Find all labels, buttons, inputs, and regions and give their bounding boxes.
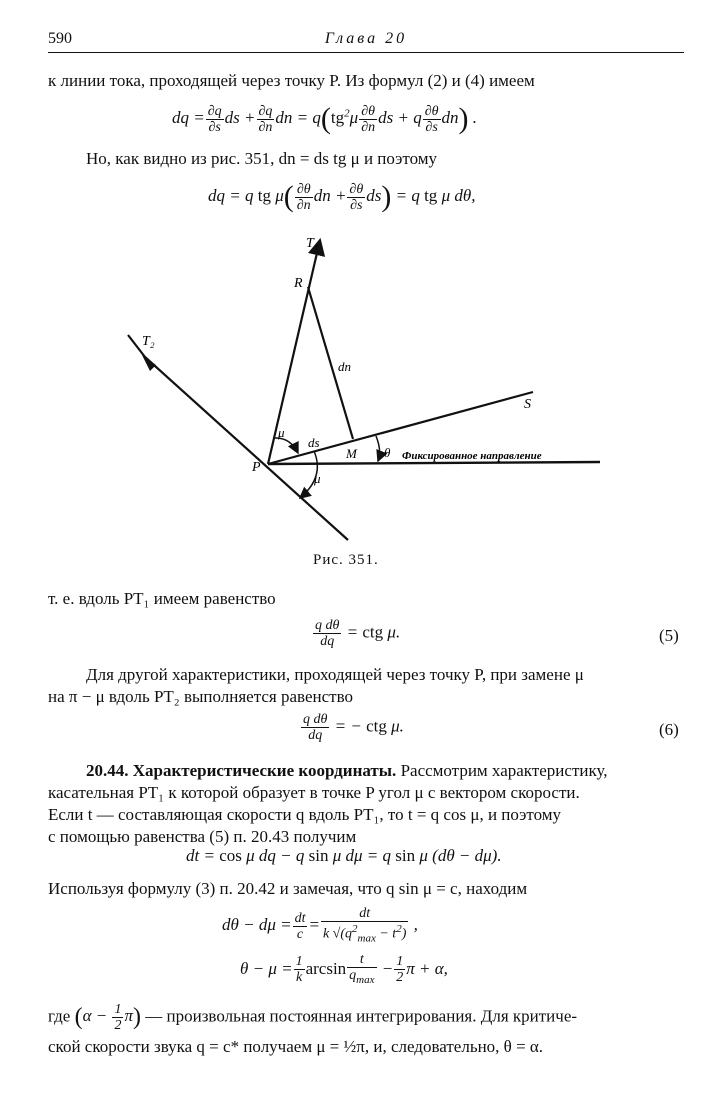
equation-dq-1: dq = $\frac{\partial q}{\partial s}$ ds + $\frac{\partial q}{\partial n}$ dn = $q(tg^2\mu$ $\frac{\partial\theta}{\partial n}$ ds + q $\frac{\partial\theta}{\partial s}$ dn) . [172, 102, 477, 135]
equation-dt: dt = cos μ dq − q sin μ dμ = q sin μ (dθ − dμ). [186, 846, 502, 865]
paragraph-1: к линии тока, проходящей через точку P. Из формул (2) и (4) имеем [48, 71, 535, 90]
paragraph-6: Используя формулу (3) п. 20.42 и замечая, что q sin μ = c, находим [48, 879, 528, 898]
paragraph-7a-pre: где [48, 1006, 71, 1026]
paragraph-3: т. е. вдоль PT₁ имеем равенство [48, 589, 276, 608]
page-number: 590 [48, 30, 72, 47]
paragraph-4a: Для другой характеристики, проходящей через точку P, при замене μ [86, 665, 584, 684]
section-line-2: касательная PT₁ к которой образует в точке P угол μ с вектором скорости. [48, 783, 580, 802]
section-line-1 [86, 760, 608, 782]
inline-alpha-term: (α − $\frac{1}{2}$ π) [74, 1002, 142, 1033]
section-line-4: с помощью равенства (5) п. 20.43 получим [48, 827, 357, 846]
figure-351 [0, 225, 720, 545]
label-T2: T₂ [142, 334, 155, 349]
chapter-title: Глава 20 [324, 30, 408, 47]
label-R: R [294, 276, 303, 291]
equation-5-number: (5) [659, 626, 679, 645]
header-rule [48, 52, 684, 53]
label-ds: ds [308, 435, 320, 450]
label-dn: dn [338, 359, 351, 374]
equation-theta-mu: θ − μ = $\frac{1}{k}$ arcsin t $q_{max}$ − $\frac{1}{2}$ π + α, [240, 952, 448, 986]
label-mu-top: μ [278, 425, 285, 440]
running-header [48, 30, 684, 52]
equation-5: $\frac{\text{q dθ}}{dq}$ = ctg μ. [315, 618, 401, 649]
label-P: P [252, 460, 261, 475]
line-PT1 [268, 240, 320, 464]
label-M: M [346, 446, 357, 461]
label-mu-bottom: μ [314, 471, 321, 486]
arc-theta [376, 436, 380, 461]
equation-6-number: (6) [659, 720, 679, 739]
arc-mu-top [274, 438, 298, 453]
section-line-3: Если t — составляющая скорости q вдоль PT₁, то t = q cos μ, и поэтому [48, 805, 562, 824]
equation-dtheta: dθ − dμ = $\frac{dt}{c}$ = dt k $√(q^2_{max} - t^2)$ , [222, 906, 418, 945]
equation-dq-2: dq = q tg μ( $\frac{\partial\theta}{\partial n}$ dn + $\frac{\partial\theta}{\partial s}$ ds) = q tg μ dθ, [208, 180, 476, 213]
paragraph-7a [48, 1002, 577, 1033]
label-theta: θ [384, 445, 391, 460]
equation-6: $\frac{\text{q dθ}}{dq}$ = − ctg μ. [303, 712, 404, 743]
paragraph-7a-post: — произвольная постоянная интегрирования. Для критиче- [145, 1006, 578, 1026]
paragraph-2: Но, как видно из рис. 351, dn = ds tg μ и поэтому [86, 149, 438, 168]
label-S: S [524, 397, 531, 412]
section-text-a: Рассмотрим характеристику, [396, 761, 608, 780]
label-fixed-direction: Фиксированное направление [402, 450, 542, 462]
figure-caption: Рис. 351. [313, 552, 379, 568]
paragraph-4b: на π − μ вдоль PT₂ выполняется равенство [48, 687, 353, 706]
paragraph-7b: ской скорости звука q = c* получаем μ = ½π, и, следовательно, θ = α. [48, 1037, 544, 1056]
label-T1: T₁ [306, 236, 319, 251]
section-title: 20.44. Характеристические координаты. [86, 761, 397, 780]
